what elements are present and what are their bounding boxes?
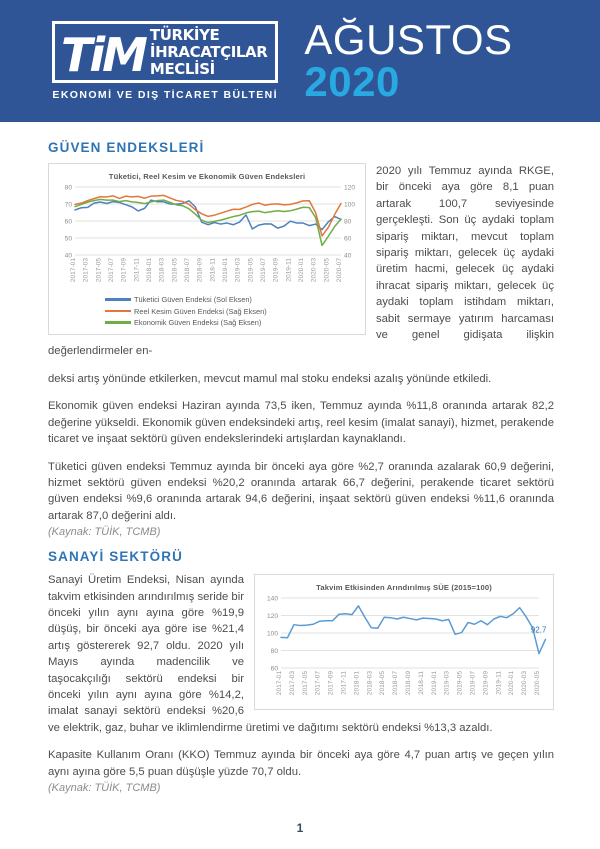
svg-text:2020-03: 2020-03 (521, 671, 529, 696)
svg-text:50: 50 (64, 235, 72, 243)
svg-text:2019-03: 2019-03 (443, 671, 451, 696)
legend-label-tuketici: Tüketici Güven Endeksi (Sol Eksen) (134, 295, 252, 304)
svg-text:2017-09: 2017-09 (327, 671, 335, 696)
svg-text:2018-11: 2018-11 (417, 671, 425, 695)
svg-text:2020-07: 2020-07 (336, 258, 343, 283)
guven-paragraph-3: Tüketici güven endeksi Temmuz ayında bir önceki aya göre %2,7 oranında azalarak 60,9 değerini, hizmet sektörü güven endeksi %20,2 oranında artarak 66,7 değerini, perakende ticaret sektörü güven endeksi %9,6 oranında artarak 94,6 değerini, inşaat sektörü güven endeksi %11,6 oranında artarak 87,0 değerini aldı. (48, 460, 554, 522)
svg-text:2017-11: 2017-11 (340, 671, 348, 695)
svg-text:2018-05: 2018-05 (171, 258, 179, 283)
svg-text:2020-01: 2020-01 (298, 258, 305, 283)
svg-text:2018-01: 2018-01 (146, 258, 153, 283)
tim-logo (52, 21, 278, 101)
page-number: 1 (296, 821, 304, 835)
logo-subtitle: EKONOMİ VE DIŞ TİCARET BÜLTENİ (52, 89, 278, 101)
svg-text:40: 40 (344, 252, 352, 260)
guven-paragraph-continue: deksi artış yönünde etkilerken, mevcut mamul mal stoku endeksi azalış yönünde etkiledi. (48, 372, 492, 385)
guven-chart-box (48, 163, 366, 335)
sanayi-paragraph-2: Kapasite Kullanım Oranı (KKO) Temmuz ayında bir önceki aya göre 4,7 puan artış ve geçen yılın aynı ayına göre 5,5 puan düşüşle yüzde 70,7 oldu. (48, 749, 554, 778)
svg-text:2019-01: 2019-01 (430, 671, 438, 696)
svg-text:80: 80 (344, 218, 352, 226)
sue-chart-box (254, 574, 554, 710)
svg-text:2019-09: 2019-09 (482, 671, 490, 696)
guven-row (48, 163, 554, 371)
svg-text:2017-07: 2017-07 (108, 258, 115, 283)
legend-swatch-ekonomik (105, 321, 131, 324)
guven-source: (Kaynak: TÜİK, TCMB) (48, 526, 161, 539)
legend-item-reel-kesim (105, 307, 361, 316)
sanayi-row (48, 572, 554, 736)
sue-chart-container (254, 574, 554, 710)
svg-text:2020-05: 2020-05 (534, 671, 541, 696)
svg-text:2020-01: 2020-01 (508, 671, 516, 696)
svg-text:2020-03: 2020-03 (310, 258, 318, 283)
guven-chart-plot (53, 183, 361, 291)
svg-text:2018-01: 2018-01 (353, 671, 361, 696)
document-content (0, 122, 600, 794)
svg-text:2017-11: 2017-11 (133, 258, 141, 282)
guven-paragraph-2: Ekonomik güven endeksi Haziran ayında 73,5 iken, Temmuz ayında %11,8 oranında artarak 82,2 değerine yükseldi. Ekonomik güven endeksindeki artış, reel kesim (imalat sanayi), hizmet, perakende ticaret ve inşaat sektörü güven endekslerindeki artışlardan kaynaklandı. (48, 400, 554, 446)
issue-year: 2020 (304, 58, 400, 105)
svg-text:2017-01: 2017-01 (70, 258, 77, 283)
svg-text:100: 100 (344, 201, 356, 209)
svg-text:2017-05: 2017-05 (95, 258, 103, 283)
guven-chart-svg (53, 183, 361, 291)
guven-intro-paragraph: 2020 yılı Temmuz ayında RKGE, bir önceki aya göre 8,1 puan artarak 100,7 seviyesinde gerçekleşti. Son üç aydaki toplam sipariş miktarı, mevcut toplam sipariş miktarı, gelecek üç aydaki üretim hacmi, gelecek üç aydaki ihracat sipariş miktarı, gelecek üç aydaki toplam istihdam miktarı, sabit sermaye yatırım harcaması ve genel gidişata ilişkin değerlendirmeler en- (48, 165, 554, 358)
svg-text:2019-07: 2019-07 (260, 258, 267, 283)
section-title-guven: GÜVEN ENDEKSLERİ (48, 140, 205, 155)
guven-chart-container (48, 163, 366, 335)
sanayi-paragraph-1: Sanayi Üretim Endeksi, Nisan ayında takvim etkisinden arındırılmış seride bir önceki yılın aynı ayına göre %19,9 düşüş, bir önceki aya göre ise %21,4 artış göstererek 92,7 oldu. 2020 yılı Mayıs ayında madencilik ve taşocakçılığı sektörü endeksi bir önceki yılın aynı ayına göre %14,2, imalat sanayi sektörü endeksi %20,6 ve elektrik, gaz, buhar ve iklimlendirme üretimi ve dağıtımı sektörü endeksi %13,3 azaldı. (48, 574, 493, 734)
sue-chart-plot (259, 594, 549, 706)
issue-month: AĞUSTOS (304, 16, 513, 64)
svg-text:60: 60 (270, 665, 278, 673)
svg-text:2017-05: 2017-05 (301, 671, 309, 696)
svg-text:2019-07: 2019-07 (469, 671, 477, 696)
svg-text:2019-11: 2019-11 (495, 671, 503, 695)
svg-text:2017-09: 2017-09 (120, 258, 128, 283)
svg-text:2018-11: 2018-11 (209, 258, 217, 282)
svg-text:2019-03: 2019-03 (234, 258, 242, 283)
svg-text:120: 120 (344, 184, 356, 192)
section-title-sanayi: SANAYİ SEKTÖRÜ (48, 549, 183, 565)
sanayi-source: (Kaynak: TÜİK, TCMB) (48, 782, 161, 794)
legend-label-reel-kesim: Reel Kesim Güven Endeksi (Sağ Eksen) (134, 306, 267, 316)
svg-text:70: 70 (64, 201, 72, 209)
svg-text:2017-01: 2017-01 (276, 671, 283, 696)
sue-chart-title: Takvim Etkisinden Arındırılmış SÜE (2015=100) (316, 583, 492, 593)
logo-wordmark (150, 27, 268, 77)
guven-chart-legend (53, 295, 361, 327)
svg-text:2018-09: 2018-09 (196, 258, 204, 283)
logo-line-meclisi: MECLİSİ (149, 59, 215, 78)
sue-chart-svg (259, 594, 549, 706)
issue-date (304, 16, 513, 105)
svg-text:2019-11: 2019-11 (285, 258, 293, 282)
svg-text:2017-07: 2017-07 (314, 671, 322, 696)
svg-text:2019-05: 2019-05 (456, 671, 464, 696)
legend-swatch-tuketici (105, 298, 131, 301)
svg-text:100: 100 (266, 630, 278, 638)
svg-text:2018-03: 2018-03 (158, 258, 166, 283)
svg-text:80: 80 (270, 647, 278, 655)
svg-text:2017-03: 2017-03 (288, 671, 296, 696)
svg-text:2018-09: 2018-09 (405, 671, 412, 696)
svg-text:2020-05: 2020-05 (323, 258, 331, 283)
svg-text:2018-05: 2018-05 (379, 671, 387, 696)
svg-text:60: 60 (344, 235, 352, 243)
svg-text:2019-01: 2019-01 (222, 258, 229, 283)
legend-item-ekonomik (105, 318, 361, 327)
svg-text:2018-07: 2018-07 (392, 671, 400, 696)
page-header (0, 0, 600, 122)
logo-box (52, 21, 278, 83)
legend-swatch-reel-kesim (105, 310, 131, 313)
svg-text:140: 140 (266, 595, 278, 603)
svg-text:60: 60 (64, 218, 72, 226)
svg-text:2018-03: 2018-03 (366, 671, 374, 696)
logo-tim-mark: TiM (61, 28, 145, 82)
logo-line-ihracatcilar: İHRACATÇILAR (149, 42, 268, 61)
svg-text:120: 120 (266, 612, 278, 620)
svg-text:80: 80 (64, 184, 72, 192)
logo-line-turkiye: TÜRKİYE (149, 25, 220, 44)
legend-item-tuketici (105, 295, 361, 304)
legend-label-ekonomik: Ekonomik Güven Endeksi (Sağ Eksen) (134, 318, 262, 327)
svg-text:2018-07: 2018-07 (184, 258, 191, 283)
svg-text:2019-09: 2019-09 (272, 258, 280, 283)
svg-text:92,7: 92,7 (530, 625, 547, 635)
svg-text:2017-03: 2017-03 (82, 258, 90, 283)
svg-text:40: 40 (64, 252, 72, 260)
guven-chart-title: Tüketici, Reel Kesim ve Ekonomik Güven Endeksleri (108, 172, 306, 181)
svg-text:2019-05: 2019-05 (247, 258, 255, 283)
